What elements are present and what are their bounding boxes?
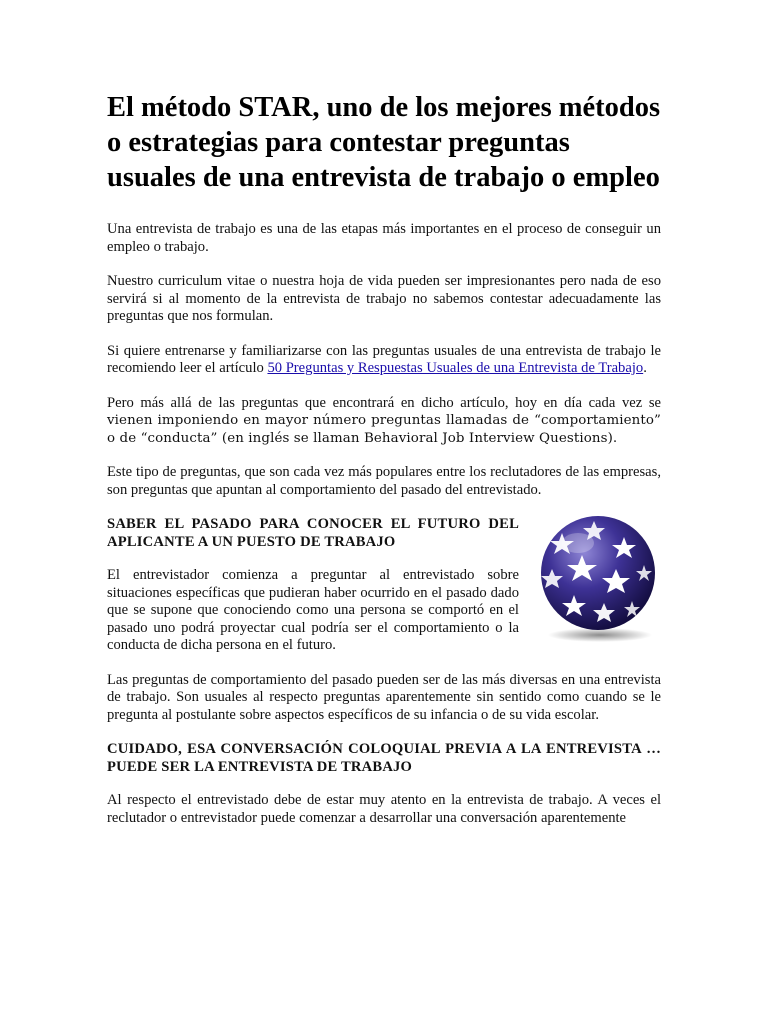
section-past-future (107, 516, 661, 655)
paragraph-intro: Una entrevista de trabajo es una de las etapas más importantes en el proceso de conseguir un empleo o trabajo. (107, 221, 661, 255)
article-link[interactable]: 50 Preguntas y Respuestas Usuales de una Entrevista de Trabajo (267, 360, 644, 376)
paragraph-interviewer: El entrevistador comienza a preguntar al entrevistado sobre situaciones específicas que pudieran haber ocurrido en el pasado dado que se supone que conociendo como una persona se comportó en el pasado uno podrá proyectar cual podría ser el comportamiento o la conducta de dicha persona en el futuro. (107, 567, 519, 653)
paragraph-behavioral-lead: Pero más allá de las preguntas que encontrará en dicho artículo, hoy en día cada vez se (107, 394, 661, 411)
document-page (107, 90, 661, 844)
paragraph-attention: Al respecto el entrevistado debe de estar muy atento en la entrevista de trabajo. A veces el reclutador o entrevistador puede comenzar a desarrollar una conversación aparentemente (107, 792, 661, 826)
paragraph-behavioral (107, 395, 661, 448)
paragraph-recommendation-end: . (643, 360, 647, 376)
paragraph-recommendation-text: Si quiere entrenarse y familiarizarse con las preguntas usuales de una entrevista de trabajo le recomiendo leer el artículo (107, 342, 661, 376)
page-title: El método STAR, uno de los mejores métodos o estrategias para contestar preguntas usuales de una entrevista de trabajo o empleo (107, 92, 661, 193)
paragraph-behavioral-rest: vienen imponiendo en mayor número preguntas llamadas de “comportamiento” o de “conducta” (en inglés se llaman Behavioral Job Interview Questions). (107, 413, 661, 446)
paragraph-recommendation (107, 343, 661, 378)
star-sphere-icon (532, 511, 664, 643)
star-sphere-image (532, 511, 664, 643)
heading-past-future: SABER EL PASADO PARA CONOCER EL FUTURO DEL APLICANTE A UN PUESTO DE TRABAJO (107, 516, 519, 550)
section-past-future-text (107, 516, 519, 655)
paragraph-behavior-questions: Las preguntas de comportamiento del pasado pueden ser de las más diversas en una entrevista de trabajo. Son usuales al respecto preguntas aparentemente sin sentido como cuando se le pregunta al postulante sobre aspectos específicos de su infancia o de su vida escolar. (107, 671, 661, 723)
paragraph-curriculum: Nuestro curriculum vitae o nuestra hoja de vida pueden ser impresionantes pero nada de eso servirá si al momento de la entrevista de trabajo no sabemos contestar adecuadamente las preguntas que nos formulan. (107, 273, 661, 324)
heading-careful: CUIDADO, ESA CONVERSACIÓN COLOQUIAL PREVIA A LA ENTREVISTA … PUEDE SER LA ENTREVISTA DE TRABAJO (107, 741, 661, 775)
paragraph-popularity: Este tipo de preguntas, que son cada vez más populares entre los reclutadores de las empresas, son preguntas que apuntan al comportamiento del pasado del entrevistado. (107, 464, 661, 498)
